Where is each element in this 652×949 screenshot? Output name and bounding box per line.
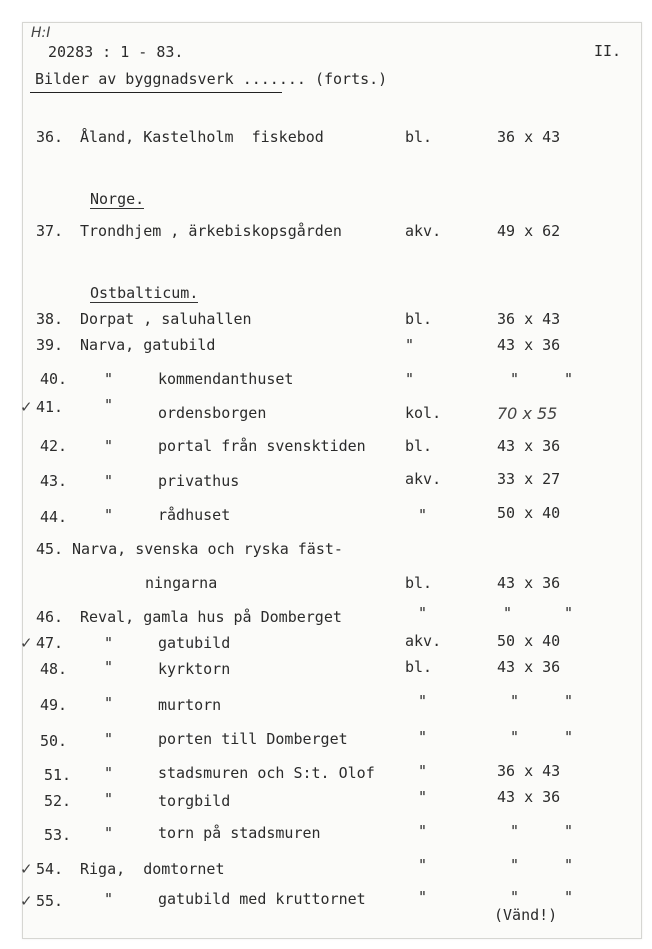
entry-number: 44. [40, 508, 68, 526]
entry-type: " [418, 788, 428, 806]
entry-size: 43 x 36 [497, 788, 561, 806]
ditto-mark: " [564, 822, 574, 840]
entry-place: privathus [158, 472, 240, 490]
entry-place: Reval, gamla hus på Domberget [80, 608, 342, 626]
ditto-mark: " [104, 658, 114, 676]
entry-number: 41. [36, 398, 64, 416]
turn-page-note: (Vänd!) [494, 906, 558, 924]
entry-place: porten till Domberget [158, 730, 348, 748]
entry-place: torgbild [158, 792, 231, 810]
entry-number: 40. [40, 370, 68, 388]
entry-type: bl. [405, 574, 433, 592]
entry-place: Riga, domtornet [80, 860, 225, 878]
ditto-mark: " [510, 728, 520, 746]
entry-size: 43 x 36 [497, 437, 561, 455]
entry-type: akv. [405, 470, 442, 488]
entry-place: portal från svensktiden [158, 437, 366, 455]
ditto-mark: " [104, 764, 114, 782]
page-title: Bilder av byggnadsverk ....... (forts.) [35, 70, 388, 88]
entry-place: murtorn [158, 696, 222, 714]
entry-type: " [418, 856, 428, 874]
ditto-mark: " [104, 790, 114, 808]
ditto-mark: " [104, 824, 114, 842]
entry-number: 45. [36, 540, 64, 558]
entry-type: " [418, 888, 428, 906]
entry-number: 48. [40, 660, 68, 678]
entry-number: 47. [36, 634, 64, 652]
section-heading: Ostbalticum. [90, 284, 199, 302]
entry-number: 42. [40, 437, 68, 455]
ditto-mark: " [104, 890, 114, 908]
entry-place: Narva, svenska och ryska fäst- [72, 540, 343, 558]
entry-size: 50 x 40 [497, 504, 561, 522]
entry-type: bl. [405, 128, 433, 146]
ditto-mark: " [564, 692, 574, 710]
entry-number: 53. [44, 826, 72, 844]
entry-place: kyrktorn [158, 660, 231, 678]
ditto-mark: " [104, 472, 114, 490]
entry-number: 52. [44, 792, 72, 810]
ditto-mark: " [104, 506, 114, 524]
entry-number: 43. [40, 472, 68, 490]
entry-place: Trondhjem , ärkebiskopsgården [80, 222, 342, 240]
entry-number: 37. [36, 222, 64, 240]
ditto-mark: " [564, 604, 574, 622]
ditto-mark: " [510, 370, 520, 388]
section-heading: Norge. [90, 190, 145, 208]
entry-size: 43 x 36 [497, 574, 561, 592]
corner-note: H:I [31, 25, 51, 41]
ditto-mark: " [564, 856, 574, 874]
entry-type: " [418, 604, 428, 622]
entry-place: ordensborgen [158, 404, 267, 422]
entry-size: 49 x 62 [497, 222, 561, 240]
entry-number: 39. [36, 336, 64, 354]
ditto-mark: " [510, 888, 520, 906]
title-underline [30, 92, 282, 93]
entry-size: 36 x 43 [497, 310, 561, 328]
ditto-mark: " [104, 370, 114, 388]
entry-place: torn på stadsmuren [158, 824, 321, 842]
entry-type: " [405, 370, 415, 388]
entry-place: Åland, Kastelholm fiskebod [80, 128, 324, 146]
entry-size: 43 x 36 [497, 658, 561, 676]
ditto-mark: " [564, 728, 574, 746]
check-mark: ✓ [20, 634, 33, 652]
entry-type: bl. [405, 658, 433, 676]
catalog-number: 20283 : 1 - 83. [48, 43, 184, 61]
entry-place: gatubild med kruttornet [158, 890, 366, 908]
check-mark: ✓ [20, 860, 33, 878]
entry-type: bl. [405, 310, 433, 328]
ditto-mark: " [510, 856, 520, 874]
entry-size: 70 x 55 [497, 404, 558, 423]
ditto-mark: " [564, 370, 574, 388]
entry-number: 38. [36, 310, 64, 328]
ditto-mark: " [104, 634, 114, 652]
entry-type: " [418, 762, 428, 780]
ditto-mark: " [510, 692, 520, 710]
entry-type: akv. [405, 632, 442, 650]
entry-number: 46. [36, 608, 64, 626]
entry-type: " [405, 336, 415, 354]
entry-number: 51. [44, 766, 72, 784]
ditto-mark: " [104, 437, 114, 455]
ditto-mark: " [564, 888, 574, 906]
ditto-mark: " [104, 396, 114, 414]
entry-place: kommendanthuset [158, 370, 294, 388]
check-mark: ✓ [20, 398, 33, 416]
entry-size: 50 x 40 [497, 632, 561, 650]
entry-type: " [418, 692, 428, 710]
entry-number: 49. [40, 696, 68, 714]
check-mark: ✓ [20, 892, 33, 910]
ditto-mark: " [510, 822, 520, 840]
entry-type: " [418, 506, 428, 524]
entry-type: kol. [405, 404, 442, 422]
entry-number: 55. [36, 892, 64, 910]
entry-type: " [418, 728, 428, 746]
ditto-mark: " [503, 604, 513, 622]
entry-size: 43 x 36 [497, 336, 561, 354]
entry-place: Narva, gatubild [80, 336, 216, 354]
entry-size: 36 x 43 [497, 128, 561, 146]
entry-place: Dorpat , saluhallen [80, 310, 252, 328]
entry-number: 54. [36, 860, 64, 878]
entry-size: 36 x 43 [497, 762, 561, 780]
entry-number: 36. [36, 128, 64, 146]
entry-size: 33 x 27 [497, 470, 561, 488]
entry-place-continued: ningarna [145, 574, 218, 592]
entry-place: rådhuset [158, 506, 231, 524]
entry-type: " [418, 822, 428, 840]
entry-place: gatubild [158, 634, 231, 652]
ditto-mark: " [104, 730, 114, 748]
entry-type: bl. [405, 437, 433, 455]
entry-type: akv. [405, 222, 442, 240]
ditto-mark: " [104, 694, 114, 712]
entry-number: 50. [40, 732, 68, 750]
page-id: II. [594, 42, 622, 60]
entry-place: stadsmuren och S:t. Olof [158, 764, 375, 782]
